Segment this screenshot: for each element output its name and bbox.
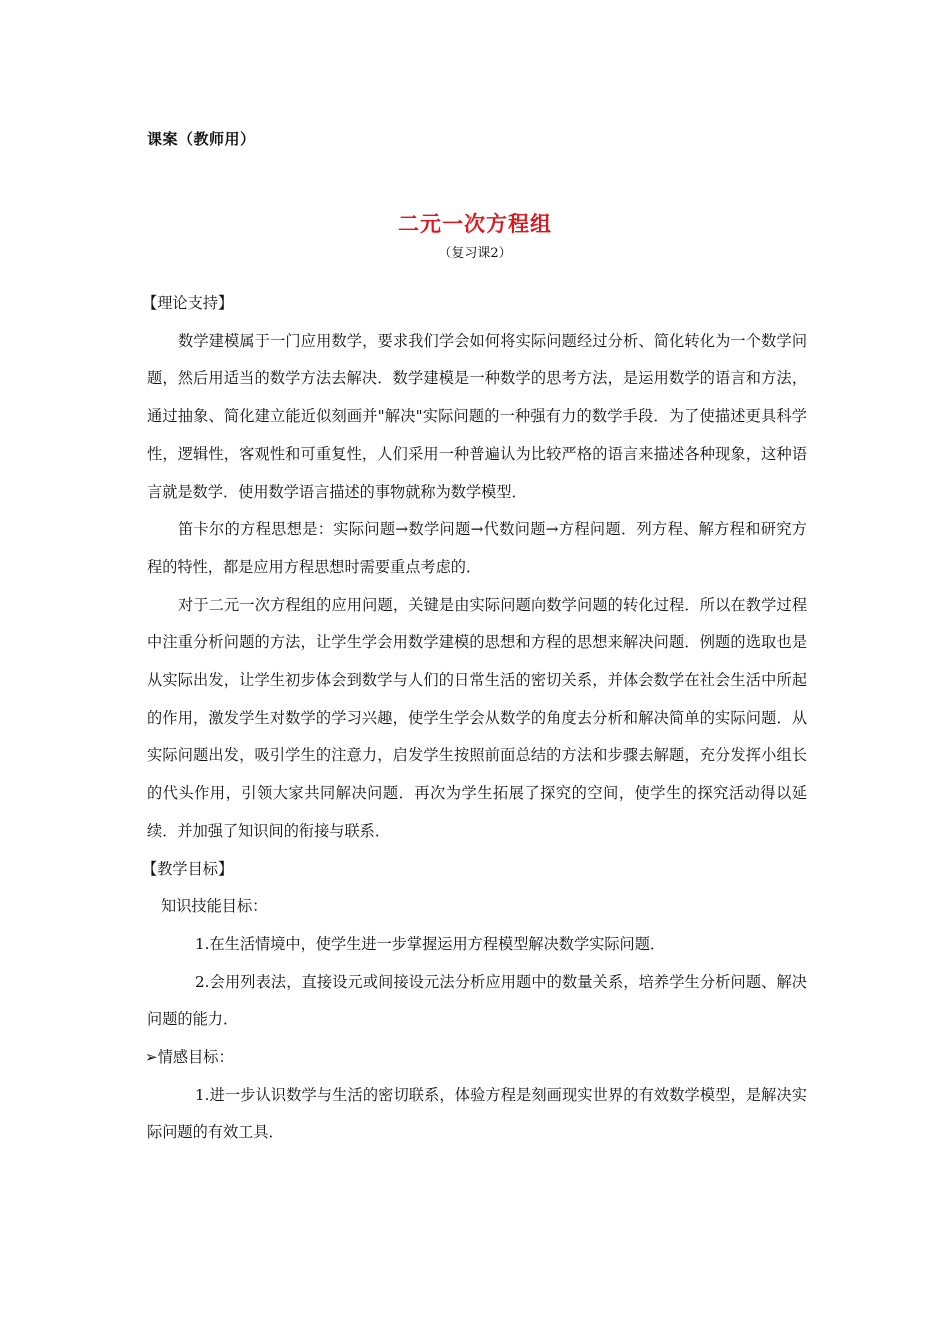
knowledge-goal-item: 2.会用列表法，直接设元或间接设元法分析应用题中的数量关系，培养学生分析问题、解决问题的能力． — [147, 972, 807, 1029]
knowledge-goal-item: 1.在生活情境中，使学生进一步掌握运用方程模型解决数学实际问题． — [195, 934, 666, 953]
knowledge-goals-label: 知识技能目标： — [161, 897, 268, 916]
theory-paragraph: 笛卡尔的方程思想是：实际问题→数学问题→代数问题→方程问题．列方程、解方程和研究方程的特性，都是应用方程思想时需要重点考虑的． — [147, 520, 807, 576]
emotion-goals-label: ➢情感目标： — [145, 1048, 234, 1067]
document-header-label: 课案（教师用） — [147, 130, 256, 148]
lesson-subtitle: （复习课2） — [438, 246, 512, 261]
lesson-title: 二元一次方程组 — [398, 211, 552, 236]
document-body — [142, 285, 807, 1152]
theory-paragraph: 数学建模属于一门应用数学，要求我们学会如何将实际问题经过分析、简化转化为一个数学问题，然后用适当的数学方法去解决．数学建模是一种数学的思考方法，是运用数学的语言和方法，通过抽象、简化建立能近似刻画并"解决"实际问题的一种强有力的数学手段．为了使描述更具科学性，逻辑性，客观性和可重复性，人们采用一种普遍认为比较严格的语言来描述各种现象，这种语言就是数学．使用数学语言描述的事物就称为数学模型． — [147, 331, 807, 501]
theory-heading: 【理论支持】 — [142, 294, 234, 312]
theory-paragraph: 对于二元一次方程组的应用问题，关键是由实际问题向数学问题的转化过程．所以在教学过程中注重分析问题的方法，让学生学会用数学建模的思想和方程的思想来解决问题．例题的选取也是从实际出发，让学生初步体会到数学与人们的日常生活的密切关系，并体会数学在社会生活中所起的作用，激发学生对数学的学习兴趣，使学生学会从数学的角度去分析和解决简单的实际问题．从实际问题出发，吸引学生的注意力，启发学生按照前面总结的方法和步骤去解题，充分发挥小组长的代头作用，引领大家共同解决问题．再次为学生拓展了探究的空间，使学生的探究活动得以延续．并加强了知识间的衔接与联系． — [147, 595, 807, 840]
goals-heading: 【教学目标】 — [142, 859, 234, 878]
emotion-goal-item: 1.进一步认识数学与生活的密切联系，体验方程是刻画现实世界的有效数学模型，是解决实际问题的有效工具． — [147, 1085, 807, 1142]
